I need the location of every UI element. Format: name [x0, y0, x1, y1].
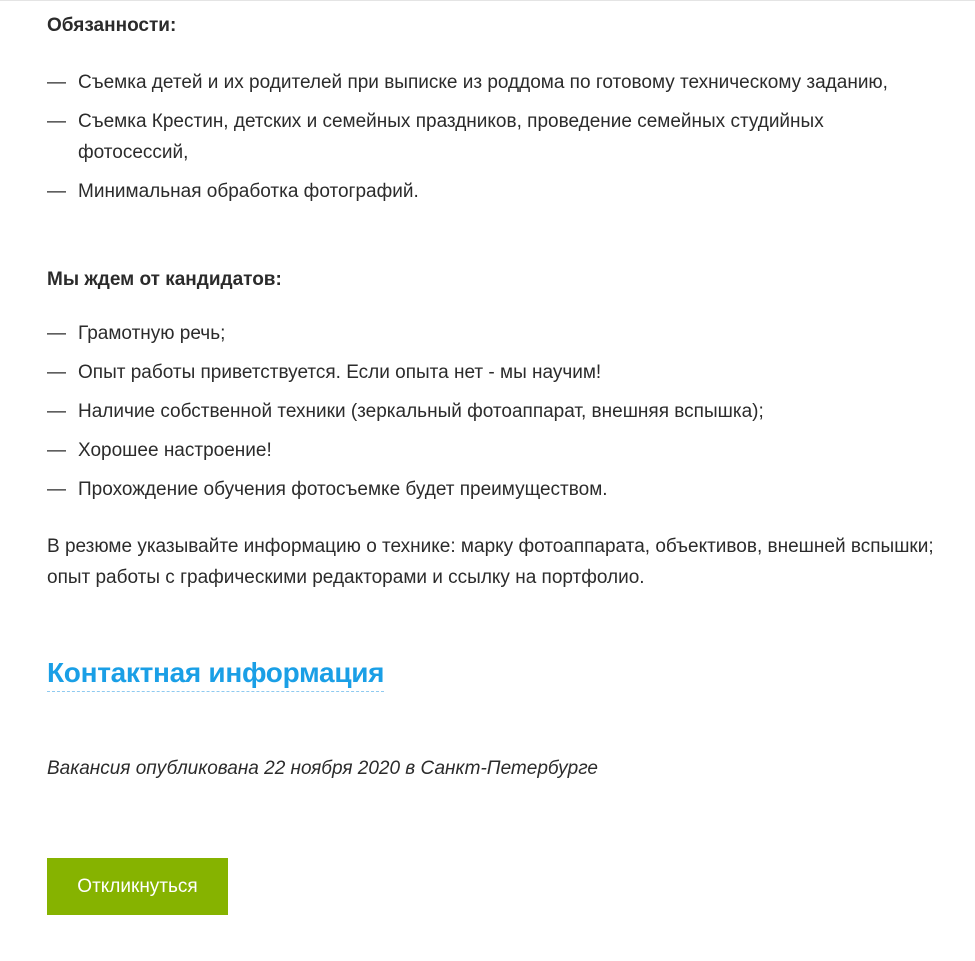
list-item: [47, 357, 927, 388]
duties-list: [47, 67, 907, 207]
list-item-text: Опыт работы приветствуется. Если опыта нет - мы научим!: [78, 362, 602, 383]
dash-bullet: —: [47, 401, 66, 422]
list-item-text: Съемка детей и их родителей при выписке из роддома по готовому техническому заданию,: [78, 72, 888, 93]
dash-bullet: —: [47, 181, 66, 202]
dash-bullet: —: [47, 111, 66, 132]
list-item-text: Съемка Крестин, детских и семейных праздников, проведение семейных студийных фотосессий,: [78, 111, 824, 163]
requirements-heading: Мы ждем от кандидатов:: [47, 269, 282, 290]
list-item: [47, 396, 927, 427]
requirements-list: [47, 318, 927, 505]
top-divider: [0, 0, 975, 1]
list-item: [47, 176, 907, 207]
dash-bullet: —: [47, 72, 66, 93]
list-item-text: Хорошее настроение!: [78, 440, 272, 461]
resume-note: В резюме указывайте информацию о технике: марку фотоаппарата, объективов, внешней вспышки; опыт работы с графическими редакторами и ссылку на портфолио.: [47, 536, 934, 588]
dash-bullet: —: [47, 440, 66, 461]
list-item: [47, 435, 927, 466]
dash-bullet: —: [47, 362, 66, 383]
duties-heading: Обязанности:: [47, 15, 177, 36]
contact-info-heading[interactable]: Контактная информация: [47, 656, 384, 692]
list-item: [47, 67, 907, 98]
list-item-text: Грамотную речь;: [78, 323, 226, 344]
list-item-text: Минимальная обработка фотографий.: [78, 181, 419, 202]
published-date: Вакансия опубликована 22 ноября 2020 в Санкт-Петербурге: [47, 758, 598, 779]
dash-bullet: —: [47, 323, 66, 344]
list-item: [47, 318, 927, 349]
apply-button[interactable]: Откликнуться: [47, 858, 228, 915]
list-item: [47, 474, 927, 505]
list-item: [47, 106, 907, 168]
list-item-text: Прохождение обучения фотосъемке будет преимуществом.: [78, 479, 608, 500]
list-item-text: Наличие собственной техники (зеркальный фотоаппарат, внешняя вспышка);: [78, 401, 764, 422]
dash-bullet: —: [47, 479, 66, 500]
